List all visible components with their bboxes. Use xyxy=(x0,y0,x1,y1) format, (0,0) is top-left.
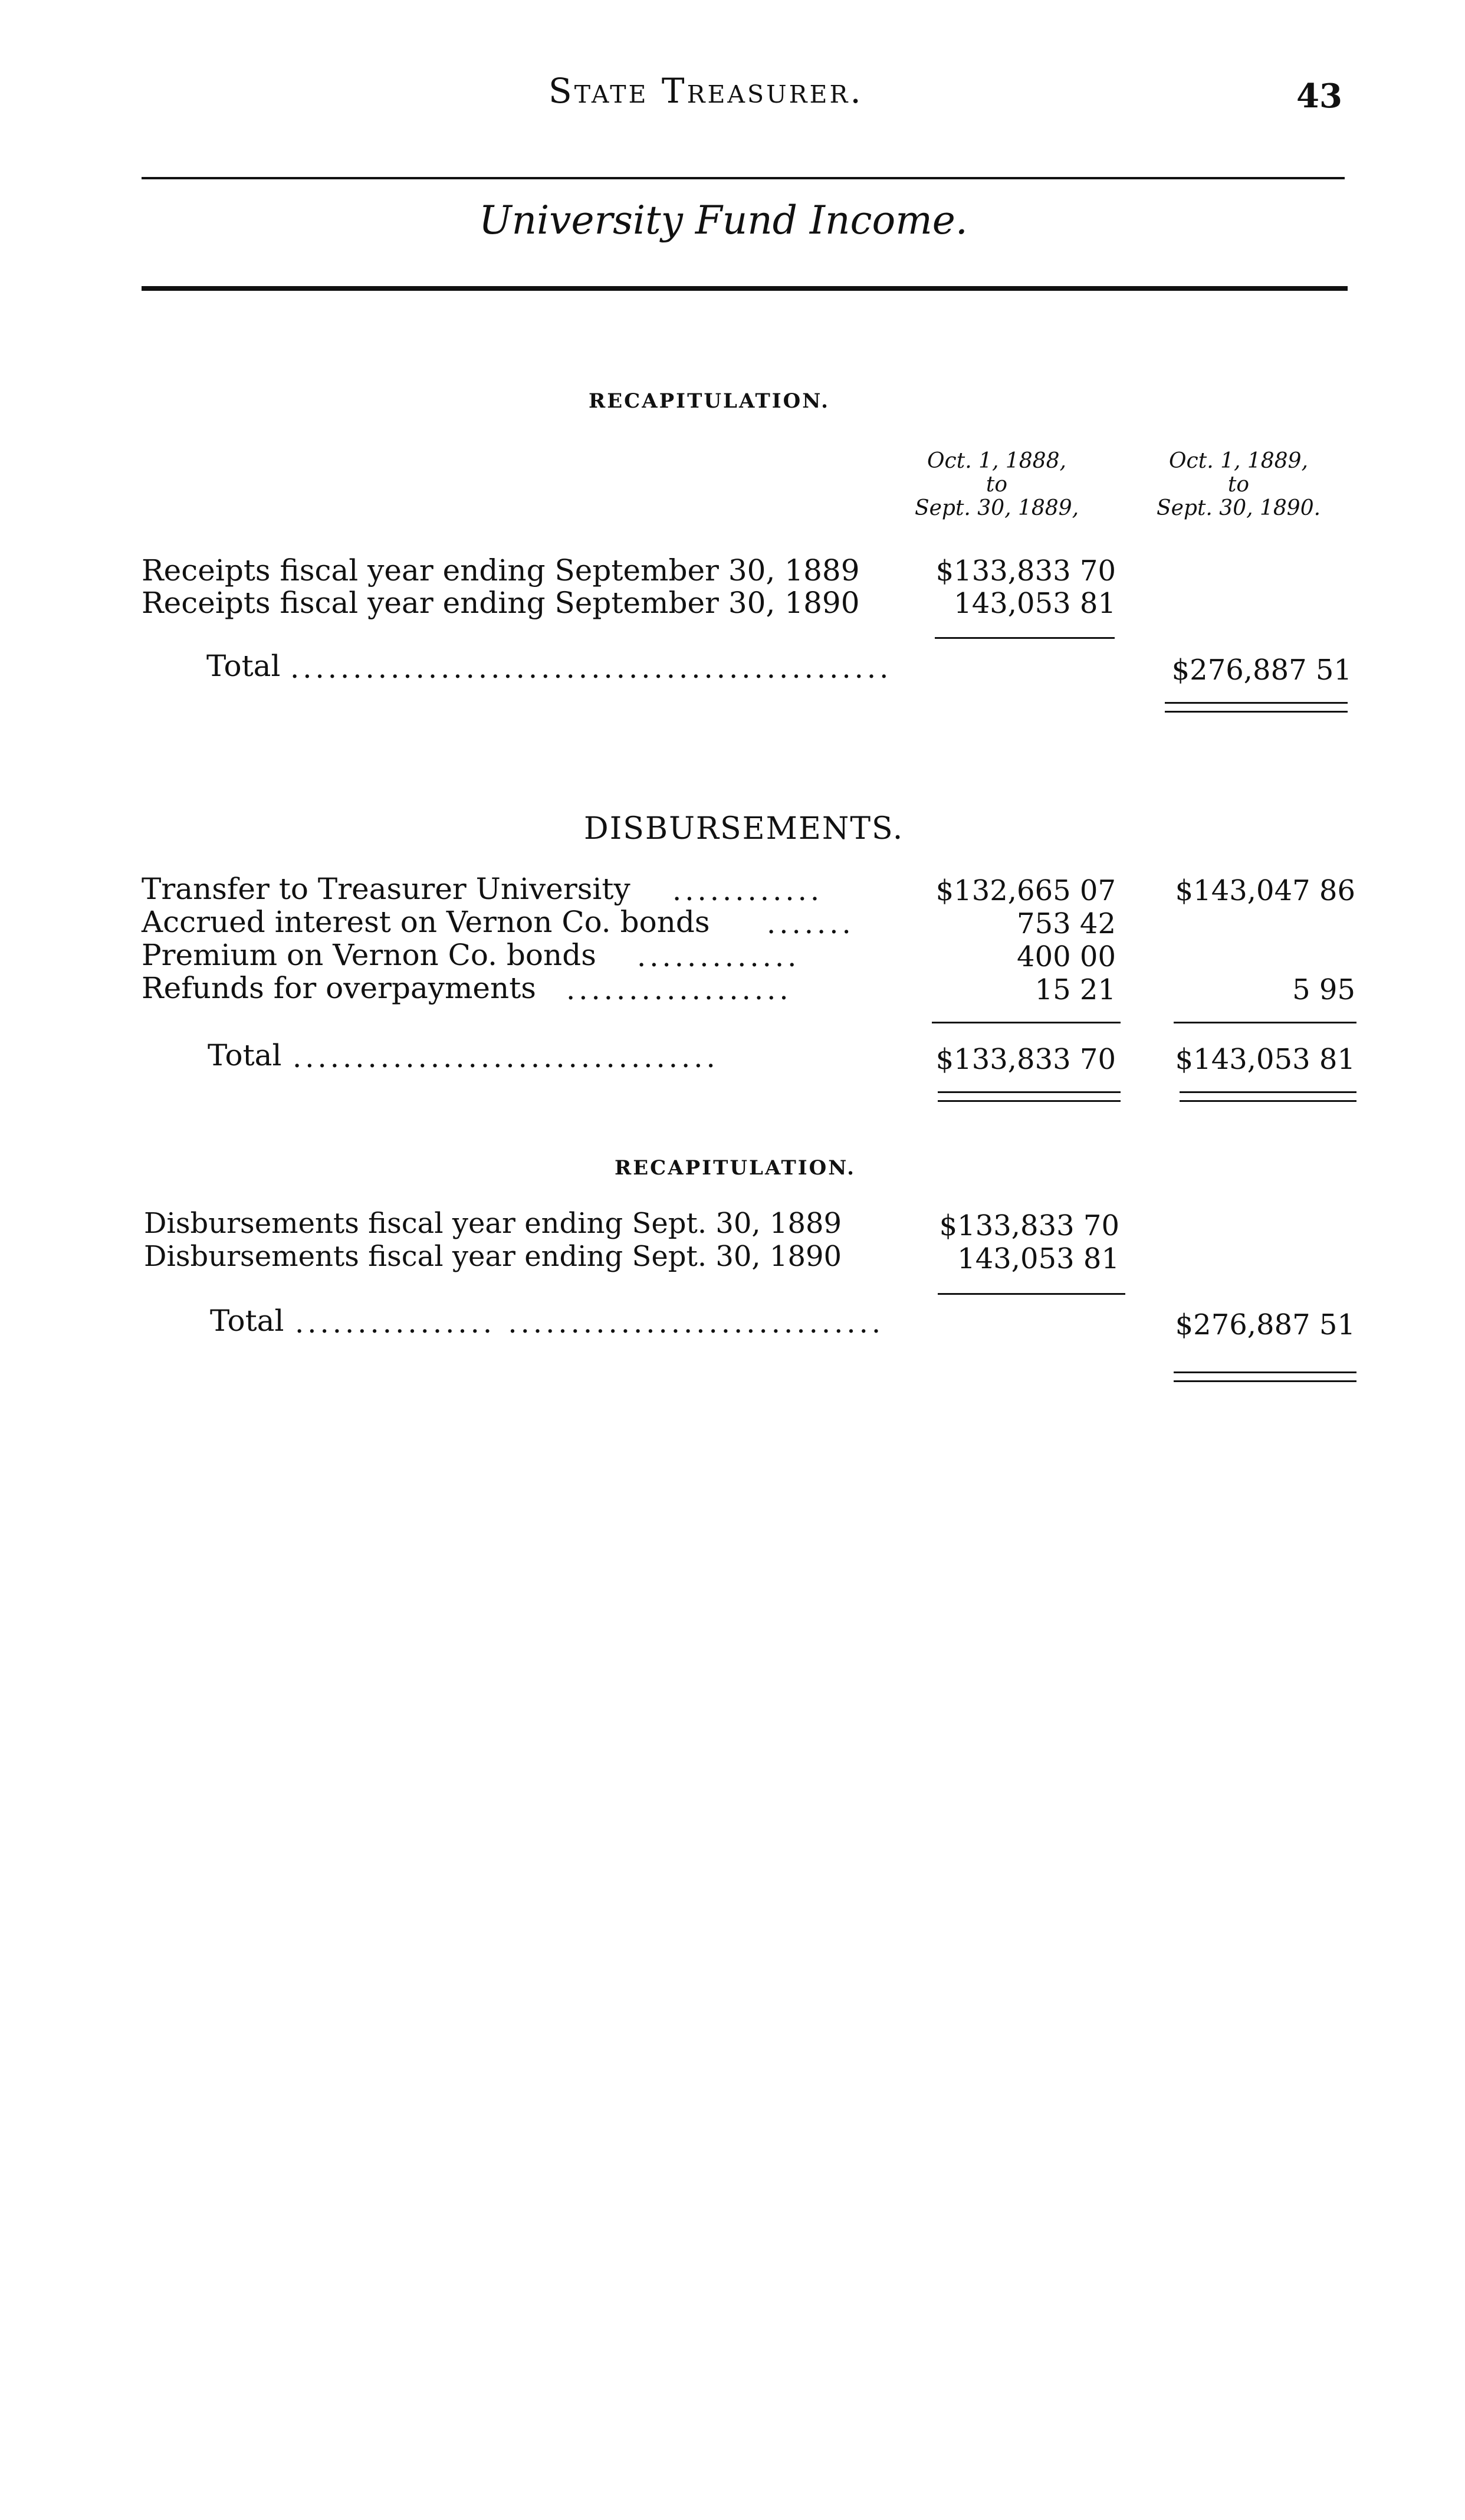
disbursement-row-amount-2: $143,047 86 xyxy=(1175,874,1355,907)
disbursement-row-dots: ....... xyxy=(767,907,855,940)
recap2-row-label: Disbursements fiscal year ending Sept. 30, 1890 xyxy=(144,1240,842,1273)
disbursements-total-amount-2: $143,053 81 xyxy=(1175,1043,1355,1076)
disbursement-row-dots: .................. xyxy=(566,973,792,1006)
disbursement-row-amount-1: 15 21 xyxy=(1034,973,1116,1006)
recap1-row-amount: 143,053 81 xyxy=(954,587,1116,620)
col1-line1: Oct. 1, 1888, xyxy=(927,449,1066,473)
disbursement-row-label: Accrued interest on Vernon Co. bonds xyxy=(142,905,710,939)
recap1-total-amount: $276,887 51 xyxy=(1171,654,1352,687)
disbursements-heading: DISBURSEMENTS. xyxy=(584,811,904,846)
disbursement-row-amount-1: 400 00 xyxy=(1017,940,1116,973)
recap2-row-amount: $133,833 70 xyxy=(939,1209,1119,1242)
col2-line2: to xyxy=(1227,472,1250,497)
recap1-row-amount: $133,833 70 xyxy=(935,554,1116,588)
recap1-subtotal-rule xyxy=(935,637,1115,639)
col2-line1: Oct. 1, 1889, xyxy=(1169,449,1308,473)
header-rule xyxy=(142,177,1345,179)
disbursements-subtotal-rule-1 xyxy=(932,1022,1121,1023)
section-subtitle: University Fund Income. xyxy=(479,198,968,243)
col1-line3: Sept. 30, 1889, xyxy=(914,496,1079,520)
recap2-total-label: Total xyxy=(210,1304,284,1338)
disbursement-row-label: Premium on Vernon Co. bonds xyxy=(142,938,596,972)
column-header-1889-1890 xyxy=(1132,449,1345,520)
disbursement-row-amount-2: 5 95 xyxy=(1292,973,1355,1006)
recap2-subtotal-rule xyxy=(938,1293,1125,1295)
disbursement-row-label: Refunds for overpayments xyxy=(142,971,536,1005)
recap1-row-label: Receipts fiscal year ending September 30, 1890 xyxy=(142,586,860,620)
disbursements-total-dots: .................................. xyxy=(293,1041,719,1074)
subtitle-rule xyxy=(142,286,1348,291)
recap2-heading: RECAPITULATION. xyxy=(615,1156,856,1180)
recap1-heading: RECAPITULATION. xyxy=(589,389,830,413)
column-header-1888-1889 xyxy=(896,449,1097,520)
col2-line3: Sept. 30, 1890. xyxy=(1156,496,1321,520)
recap1-total-double-rule xyxy=(1165,702,1348,713)
disbursements-total-double-rule-1 xyxy=(938,1091,1121,1102)
disbursements-total-double-rule-2 xyxy=(1180,1091,1356,1102)
recap1-total-label: Total xyxy=(206,649,281,683)
recap1-row-label: Receipts fiscal year ending September 30, 1889 xyxy=(142,553,860,588)
disbursements-subtotal-rule-2 xyxy=(1174,1022,1356,1023)
running-title: State Treasurer. xyxy=(548,71,863,111)
recap2-row-amount: 143,053 81 xyxy=(957,1242,1119,1275)
col1-line2: to xyxy=(986,472,1008,497)
disbursement-row-amount-1: $132,665 07 xyxy=(935,874,1116,907)
recap2-total-dots: ................ .............................. xyxy=(295,1307,885,1340)
recap2-total-double-rule xyxy=(1174,1371,1356,1382)
recap1-total-dots: ................................................ xyxy=(290,652,892,685)
disbursement-row-dots: ............ xyxy=(672,874,823,907)
disbursement-row-dots: ............. xyxy=(637,940,800,973)
recap2-row-label: Disbursements fiscal year ending Sept. 30, 1889 xyxy=(144,1207,842,1240)
disbursement-row-label: Transfer to Treasurer University xyxy=(142,872,630,906)
page-number: 43 xyxy=(1296,77,1342,116)
disbursements-total-amount-1: $133,833 70 xyxy=(935,1043,1116,1076)
disbursements-total-label: Total xyxy=(208,1038,282,1072)
disbursement-row-amount-1: 753 42 xyxy=(1017,907,1116,940)
recap2-total-amount: $276,887 51 xyxy=(1175,1308,1355,1341)
